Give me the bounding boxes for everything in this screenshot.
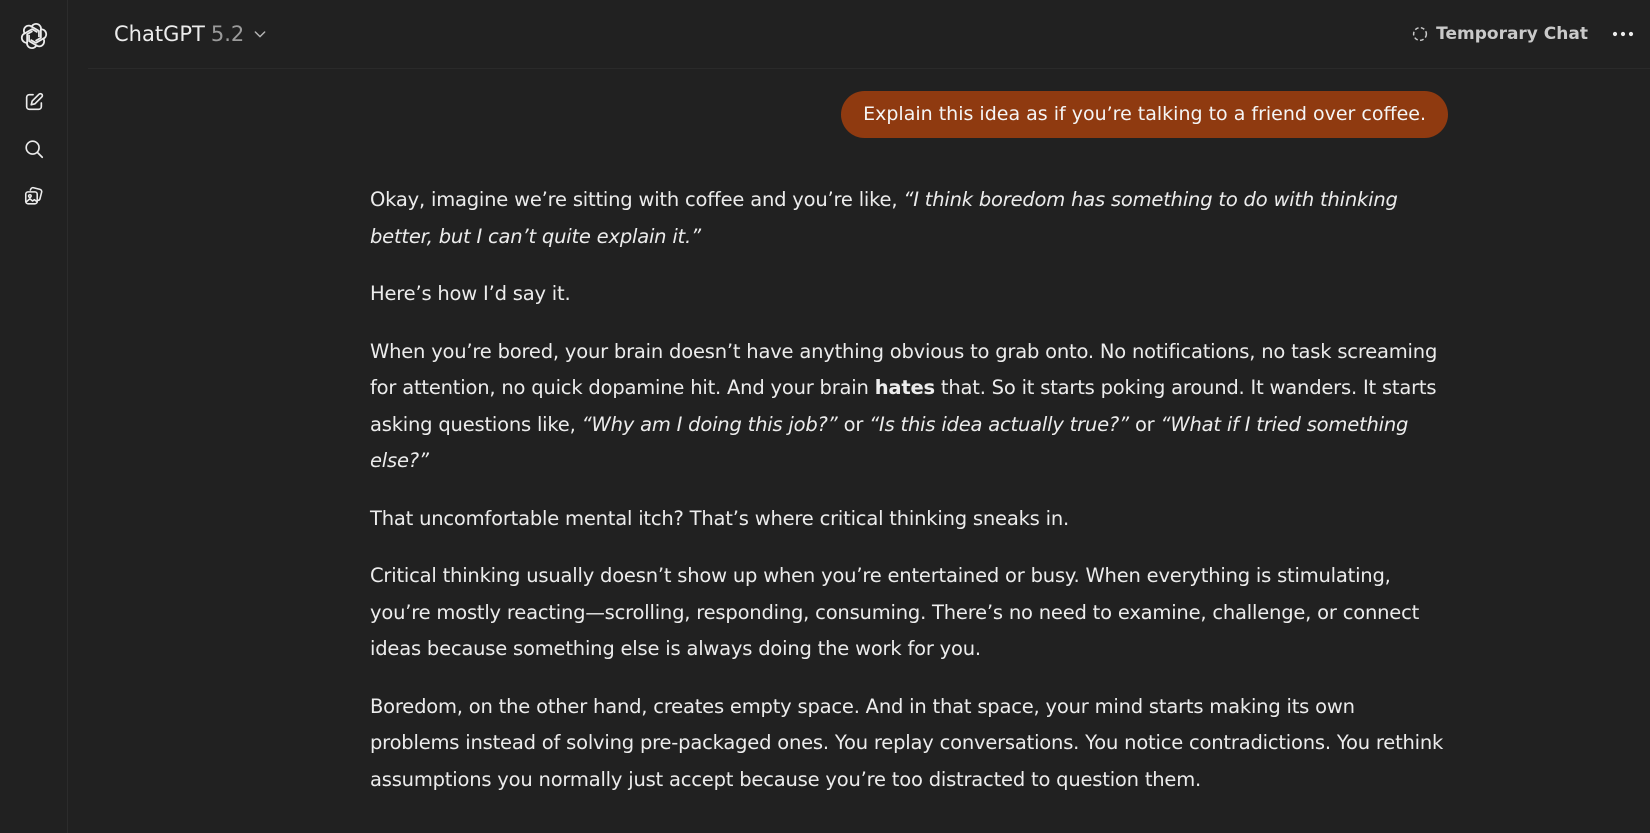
edit-icon — [23, 91, 45, 113]
more-options-button[interactable] — [1608, 26, 1638, 42]
openai-logo-button[interactable] — [16, 18, 52, 54]
assistant-message — [370, 138, 1448, 798]
italic-quote: “Why am I doing this job?” — [581, 412, 838, 436]
temporary-chat-label: Temporary Chat — [1436, 24, 1588, 44]
assistant-paragraph-4: That uncomfortable mental itch? That’s where critical thinking sneaks in. — [370, 506, 1070, 530]
text-run: When you’re bored, your brain doesn’t have anything obvious to grab onto. No notifications, no task screaming for attention, no quick dopamine hit. And your brain — [370, 339, 1438, 399]
images-icon — [23, 185, 45, 207]
more-horizontal-icon — [1612, 30, 1634, 38]
assistant-paragraph-6: Boredom, on the other hand, creates empty space. And in that space, your mind starts making its own problems instead of solving pre-packaged ones. You replay conversations. You notice contradictions. You rethink assumptions you normally just accept because you’re too distracted to question them. — [370, 694, 1444, 791]
text-run: Okay, imagine we’re sitting with coffee and you’re like, — [370, 188, 904, 211]
text-run: that. So it starts poking around. It wanders. It starts asking questions like, — [370, 376, 1437, 436]
assistant-paragraph-2: Here’s how I’d say it. — [370, 282, 571, 305]
conversation — [370, 69, 1448, 819]
italic-quote: “What if I tried something else?” — [370, 412, 1409, 472]
top-header — [88, 0, 1650, 69]
user-message-row — [370, 69, 1448, 138]
new-chat-button[interactable] — [16, 84, 52, 120]
assistant-paragraph-3 — [370, 334, 1448, 480]
dashed-circle-icon — [1411, 25, 1429, 43]
openai-logo-icon — [19, 21, 49, 51]
user-message-bubble: Explain this idea as if you’re talking to a friend over coffee. — [841, 91, 1448, 138]
sidebar — [0, 0, 68, 833]
italic-quote: “Is this idea actually true?” — [869, 412, 1129, 436]
images-button[interactable] — [16, 178, 52, 214]
chevron-down-icon — [252, 26, 268, 42]
temporary-chat-button[interactable] — [1411, 24, 1588, 44]
search-icon — [23, 138, 45, 160]
main-area — [68, 0, 1650, 833]
model-name: ChatGPT — [114, 22, 205, 46]
assistant-paragraph-5: Critical thinking usually doesn’t show up when you’re entertained or busy. When everything is stimulating, you’re mostly reacting—scrolling, responding, consuming. There’s no need to examine, challenge, or connect ideas because something else is always doing the work for you. — [370, 564, 1420, 660]
italic-quote: “I think boredom has something to do with thinking better, but I can’t quite explain it.” — [370, 188, 1398, 248]
bold-word: hates — [874, 376, 935, 399]
model-selector[interactable] — [108, 16, 274, 52]
assistant-paragraph-1 — [370, 182, 1448, 255]
header-actions — [1411, 24, 1638, 44]
search-chats-button[interactable] — [16, 131, 52, 167]
text-run: or — [837, 412, 870, 436]
text-run: or — [1128, 412, 1161, 436]
model-version: 5.2 — [210, 22, 245, 46]
